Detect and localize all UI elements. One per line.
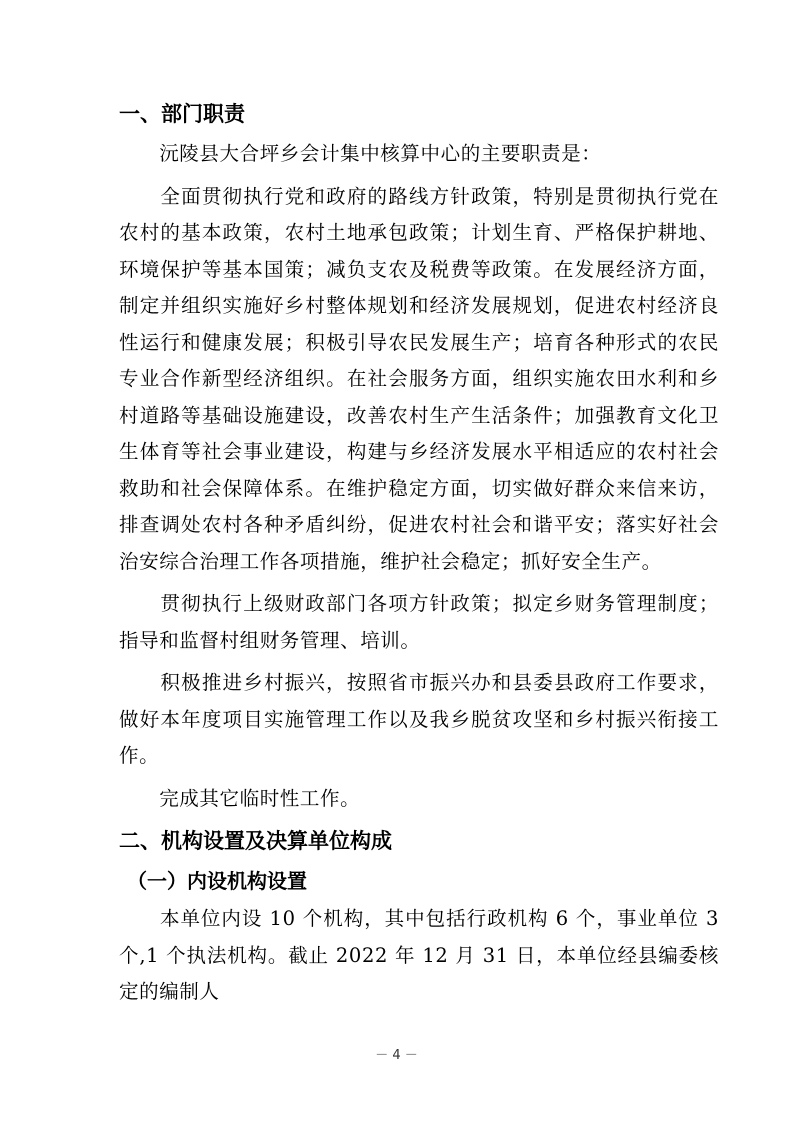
paragraph-policy-text: 全面贯彻执行党和政府的路线方针政策，特别是贯彻执行党在农村的基本政策，农村土地承包政策；计划生育、严格保护耕地、环境保护等基本国策；减负支农及税费等政策。在发展经济方面，制定并组织实施好乡村整体规划和经济发展规划，促进农村经济良性运行和健康发展；积极引导农民发展生产；培育各种形式的农民专业合作新型经济组织。在社会服务方面，组织实施农田水利和乡村道路等基础设施建设，改善农村生产生活条件；加强教育文化卫生体育等社会事业建设，构建与乡经济发展水平相适应的农村社会救助和社会保障体系。在维护稳定方面，切实做好群众来信来访，排查调处农村各种矛盾纠纷，促进农村社会和谐平安；落实好社会治安综合治理工作各项措施，维护社会稳定；抓好安全生产。 bbox=[119, 184, 719, 573]
paragraph-other-tasks-text: 完成其它临时性工作。 bbox=[159, 786, 361, 810]
paragraph-structure bbox=[119, 901, 719, 1011]
page-number: － 4 － bbox=[375, 1048, 418, 1063]
subsection-heading-internal-structure: （一）内设机构设置 bbox=[127, 869, 307, 893]
paragraph-revitalization-text: 积极推进乡村振兴，按照省市振兴办和县委县政府工作要求，做好本年度项目实施管理工作以及我乡脱贫攻坚和乡村振兴衔接工作。 bbox=[119, 671, 719, 767]
paragraph-revitalization bbox=[119, 665, 719, 775]
paragraph-finance bbox=[119, 586, 719, 659]
paragraph-intro-text: 沅陵县大合坪乡会计集中核算中心的主要职责是： bbox=[159, 142, 602, 165]
section-heading-department-duties: 一、部门职责 bbox=[119, 102, 245, 126]
section-heading-organization: 二、机构设置及决算单位构成 bbox=[119, 829, 392, 853]
paragraph-structure-text: 本单位内设 10 个机构，其中包括行政机构 6 个，事业单位 3 个,1 个执法机构。截止 2022 年 12 月 31 日，本单位经县编委核定的编制人 bbox=[119, 907, 719, 1003]
paragraph-policy bbox=[119, 179, 719, 581]
document-body bbox=[119, 96, 719, 1017]
paragraph-other-tasks bbox=[119, 781, 719, 818]
paragraph-finance-text: 贯彻执行上级财政部门各项方针政策；拟定乡财务管理制度；指导和监督村组财务管理、培训。 bbox=[119, 592, 719, 652]
paragraph-intro bbox=[119, 136, 719, 173]
